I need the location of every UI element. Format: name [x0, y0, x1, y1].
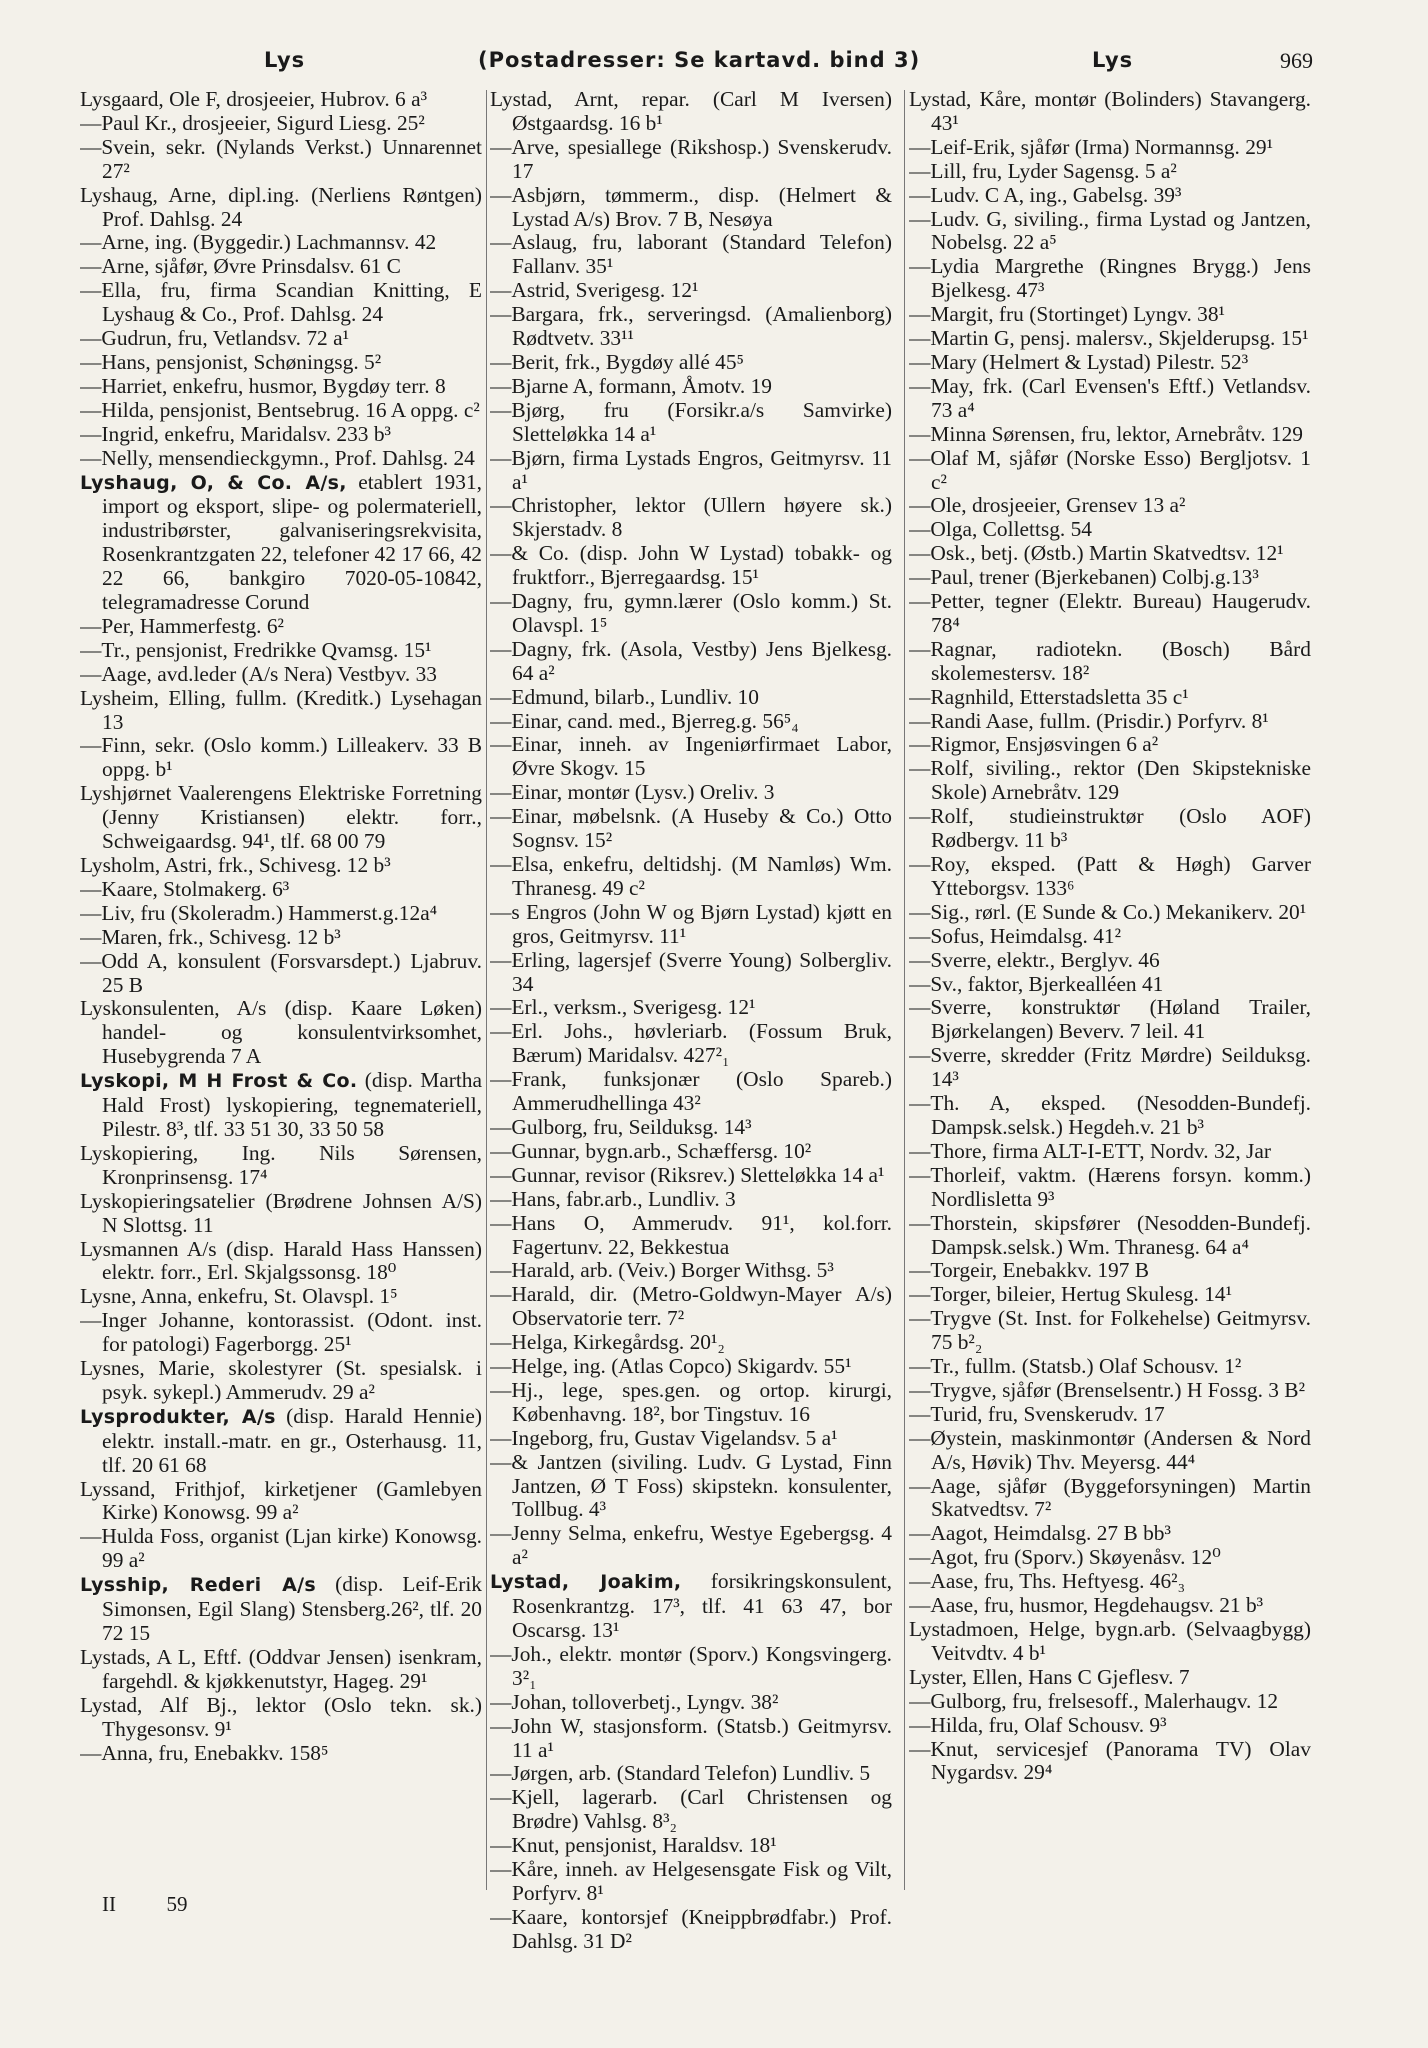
entry-text: —Kaare, Stolmakerg. 6³ [80, 876, 290, 901]
entry-text: —Ludv. G, siviling., firma Lystad og Jantzen, Nobelsg. 22 a⁵ [909, 206, 1311, 255]
entry-text: —Aase, fru, Ths. Heftyesg. 46²₃ [909, 1569, 1186, 1594]
entry-text: —Rigmor, Ensjøsvingen 6 a² [909, 732, 1159, 757]
directory-entry [909, 1690, 1311, 1714]
entry-text: —Astrid, Sverigesg. 12¹ [490, 278, 699, 303]
directory-entry [490, 1522, 892, 1570]
directory-entry [909, 88, 1311, 136]
entry-text: —Kaare, kontorsjef (Kneippbrødfabr.) Prof. Dahlsg. 31 D² [490, 1904, 892, 1953]
directory-entry [80, 327, 482, 351]
entry-text: Lystad, Alf Bj., lektor (Oslo tekn. sk.) Thygesonsv. 9¹ [80, 1692, 482, 1741]
directory-entry [490, 279, 892, 303]
directory-entry [80, 447, 482, 471]
directory-entry [909, 184, 1311, 208]
entry-text: —Osk., betj. (Østb.) Martin Skatvedtsv. 12¹ [909, 541, 1284, 566]
entry-text: —Svein, sekr. (Nylands Verkst.) Unnarennet 27² [80, 134, 482, 183]
directory-entry [490, 949, 892, 997]
entry-text: —Elsa, enkefru, deltidshj. (M Namløs) Wm. Thranesg. 49 c² [490, 852, 892, 900]
directory-entry [80, 399, 482, 423]
entry-text: Lyssand, Frithjof, kirketjener (Gamlebyen Kirke) Konowsg. 99 a² [80, 1476, 482, 1525]
directory-entry [490, 542, 892, 590]
entry-text: —Hans, fabr.arb., Lundliv. 3 [490, 1186, 736, 1211]
entry-text: —Joh., elektr. montør (Sporv.) Kongsvingerg. 3²₁ [490, 1641, 892, 1690]
entry-company-name: Lysship, Rederi A/s [80, 1574, 317, 1597]
footer-volume: II [102, 1892, 116, 1916]
directory-entry [490, 590, 892, 638]
entry-text: —Ella, fru, firma Scandian Knitting, E Lyshaug & Co., Prof. Dahlsg. 24 [80, 278, 482, 327]
entry-text: —Aage, avd.leder (A/s Nera) Vestbyv. 33 [80, 661, 437, 686]
entry-text: —Torgeir, Enebakkv. 197 B [909, 1258, 1150, 1283]
entry-text: —Sv., faktor, Bjerkealléen 41 [909, 971, 1164, 996]
directory-entry [490, 136, 892, 184]
directory-entry [80, 136, 482, 184]
directory-entry [909, 1618, 1311, 1666]
directory-entry [909, 1259, 1311, 1283]
directory-entry [80, 1142, 482, 1190]
directory-entry [490, 1643, 892, 1691]
directory-entry [80, 1525, 482, 1573]
directory-entry [490, 638, 892, 686]
directory-entry [80, 1285, 482, 1309]
directory-entry [80, 1238, 482, 1286]
directory-column-1 [80, 88, 482, 1988]
directory-entry [909, 1546, 1311, 1570]
directory-entry [490, 1355, 892, 1379]
entry-text: —Ragnhild, Etterstadsletta 35 c¹ [909, 684, 1189, 709]
directory-entry [490, 733, 892, 781]
entry-text: —Martin G, pensj. malersv., Skjelderupsg. 15¹ [909, 326, 1309, 351]
entry-text: —Trygve (St. Inst. for Folkehelse) Geitmyrsv. 75 b²₂ [909, 1306, 1311, 1355]
directory-entry [909, 160, 1311, 184]
directory-entry [490, 1140, 892, 1164]
entry-text: —Margit, fru (Stortinget) Lyngv. 38¹ [909, 302, 1225, 327]
entry-text: —Finn, sekr. (Oslo komm.) Lilleakerv. 33 B oppg. b¹ [80, 733, 482, 782]
page-header [78, 48, 1368, 88]
directory-entry [909, 1164, 1311, 1212]
directory-entry [909, 423, 1311, 447]
entry-text: —Mary (Helmert & Lystad) Pilestr. 52³ [909, 349, 1249, 374]
header-right-keyword: Lys [1092, 48, 1134, 72]
entry-text: —Aage, sjåfør (Byggeforsyningen) Martin Skatvedtsv. 7² [909, 1473, 1311, 1522]
directory-entry [80, 615, 482, 639]
directory-entry [80, 902, 482, 926]
entry-text: —John W, stasjonsform. (Statsb.) Geitmyrsv. 11 a¹ [490, 1713, 892, 1762]
directory-entry [909, 853, 1311, 901]
entry-text: —Knut, servicesjef (Panorama TV) Olav Nygardsv. 29⁴ [909, 1736, 1311, 1785]
entry-text: —Aase, fru, husmor, Hegdehaugsv. 21 b³ [909, 1593, 1264, 1618]
directory-entry [80, 854, 482, 878]
directory-entry [909, 1738, 1311, 1786]
entry-text: —Thorleif, vaktm. (Hærens forsyn. komm.) Nordlisletta 9³ [909, 1162, 1311, 1211]
directory-entry [909, 805, 1311, 853]
entry-text: —Jørgen, arb. (Standard Telefon) Lundliv. 5 [490, 1761, 871, 1786]
directory-entry [80, 231, 482, 255]
entry-text: —& Co. (disp. John W Lystad) tobakk- og fruktforr., Bjerregaardsg. 15¹ [490, 541, 892, 590]
entry-company-name: Lysprodukter, A/s [80, 1405, 276, 1428]
entry-text: —Thorstein, skipsfører (Nesodden-Bundefj. Dampsk.selsk.) Wm. Thranesg. 64 a⁴ [909, 1210, 1311, 1259]
directory-entry [909, 1427, 1311, 1475]
entry-text: Lysmannen A/s (disp. Harald Hass Hanssen) elektr. forr., Erl. Skjalgssonsg. 18⁰ [80, 1236, 482, 1285]
entry-text: —Dagny, fru, gymn.lærer (Oslo komm.) St. Olavspl. 1⁵ [490, 589, 892, 637]
directory-entry [80, 782, 482, 854]
entry-text: Lystad, Kåre, montør (Bolinders) Stavangerg. 43¹ [909, 88, 1311, 135]
entry-text: —Ludv. C A, ing., Gabelsg. 39³ [909, 182, 1182, 207]
entry-text: —Erl., verksm., Sverigesg. 12¹ [490, 995, 756, 1020]
entry-text: —Paul Kr., drosjeeier, Sigurd Liesg. 25² [80, 110, 425, 135]
entry-text: —Harald, dir. (Metro-Goldwyn-Mayer A/s) Observatorie terr. 7² [490, 1282, 892, 1331]
directory-entry [80, 184, 482, 232]
entry-text: forsikringskonsulent, Rosenkrantzg. 17³, tlf. 41 63 47, bor Oscarsg. 13¹ [512, 1569, 892, 1642]
directory-entry [490, 351, 892, 375]
header-center-note: (Postadresser: Se kartavd. bind 3) [478, 48, 921, 72]
entry-text: —Hj., lege, spes.gen. og ortop. kirurgi, Københavng. 18², bor Tingstuv. 16 [490, 1377, 892, 1426]
entry-text: —Øystein, maskinmontør (Andersen & Nord A/s, Høvik) Thv. Meyersg. 44⁴ [909, 1425, 1311, 1474]
directory-entry [490, 1068, 892, 1116]
entry-text: —Lydia Margrethe (Ringnes Brygg.) Jens Bjelkesg. 47³ [909, 254, 1311, 303]
directory-entry [490, 901, 892, 949]
page-footer [102, 1892, 188, 1917]
entry-text: —Erling, lagersjef (Sverre Young) Solbergliv. 34 [490, 947, 892, 996]
directory-entry [909, 1666, 1311, 1690]
entry-text: —Kjell, lagerarb. (Carl Christensen og Brødre) Vahlsg. 8³₂ [490, 1785, 892, 1834]
directory-entry [490, 686, 892, 710]
entry-text: —Gunnar, revisor (Riksrev.) Sletteløkka 14 a¹ [490, 1162, 885, 1187]
footer-number: 59 [166, 1892, 188, 1916]
entry-text: —Gulborg, fru, frelsesoff., Malerhaugv. 12 [909, 1688, 1279, 1713]
entry-text: —Liv, fru (Skoleradm.) Hammerst.g.12a⁴ [80, 900, 438, 925]
entry-text: —Roy, eksped. (Patt & Høgh) Garver Ytteborgsv. 133⁶ [909, 852, 1311, 900]
directory-entry [80, 279, 482, 327]
entry-text: —Sverre, skredder (Fritz Mørdre) Seilduksg. 14³ [909, 1043, 1311, 1092]
directory-entry [490, 1691, 892, 1715]
directory-column-2 [490, 88, 892, 1988]
directory-entry [909, 1714, 1311, 1738]
directory-entry [909, 1044, 1311, 1092]
directory-entry [490, 1715, 892, 1763]
entry-text: —Rolf, siviling., rektor (Den Skipstekniske Skole) Arnebråtv. 129 [909, 756, 1311, 805]
entry-text: —Per, Hammerfestg. 6² [80, 613, 284, 638]
column-divider [904, 90, 905, 1890]
directory-entry [909, 375, 1311, 423]
entry-text: —Harriet, enkefru, husmor, Bygdøy terr. 8 [80, 373, 446, 398]
entry-text: —Berit, frk., Bygdøy allé 45⁵ [490, 349, 745, 374]
entry-text: —Ole, drosjeeier, Grensev 13 a² [909, 493, 1186, 518]
entry-text: —Helga, Kirkegårdsg. 20¹₂ [490, 1330, 725, 1355]
entry-text: —Bjarne A, formann, Åmotv. 19 [490, 373, 772, 398]
directory-entry [490, 231, 892, 279]
directory-entry [80, 255, 482, 279]
directory-entry [909, 1475, 1311, 1523]
entry-text: —Harald, arb. (Veiv.) Borger Withsg. 5³ [490, 1258, 834, 1283]
directory-column-3 [909, 88, 1311, 1988]
directory-entry [80, 1069, 482, 1142]
entry-company-name: Lyshaug, O, & Co. A/s, [80, 471, 347, 494]
entry-text: —Gulborg, fru, Seilduksg. 14³ [490, 1114, 752, 1139]
directory-entry [909, 1212, 1311, 1260]
directory-entry [909, 208, 1311, 256]
entry-text: —Aagot, Heimdalsg. 27 B bb³ [909, 1521, 1171, 1546]
entry-text: etablert 1931, import og eksport, slipe- og polermateriell, industribørster, galvaniseringsrekvisita, Rosenkrantzgaten 22, telefoner 42 17 66, 42 22 66, bankgiro 7020-05-10842, telegramadresse Corund [102, 469, 482, 615]
entry-text: Lyskonsulenten, A/s (disp. Kaare Løken) handel- og konsulentvirksomhet, Husebygrenda 7 A [80, 996, 482, 1069]
entry-text: Lyskopieringsatelier (Brødrene Johnsen A/S) N Slottsg. 11 [80, 1188, 482, 1237]
directory-entry [909, 255, 1311, 303]
directory-entry [909, 351, 1311, 375]
entry-text: —Bjørn, firma Lystads Engros, Geitmyrsv. 11 a¹ [490, 445, 892, 494]
directory-entry [490, 1020, 892, 1068]
directory-entry [909, 136, 1311, 160]
directory-entry [490, 853, 892, 901]
directory-entry [490, 1331, 892, 1355]
entry-text: —Paul, trener (Bjerkebanen) Colbj.g.13³ [909, 565, 1259, 590]
directory-entry [80, 1357, 482, 1405]
directory-entry [909, 901, 1311, 925]
entry-text: —Nelly, mensendieckgymn., Prof. Dahlsg. 24 [80, 445, 475, 470]
entry-text: —Edmund, bilarb., Lundliv. 10 [490, 684, 759, 709]
directory-entry [909, 973, 1311, 997]
directory-entry [909, 303, 1311, 327]
entry-text: —Sig., rørl. (E Sunde & Co.) Mekanikerv. 20¹ [909, 899, 1307, 924]
directory-entry [490, 303, 892, 351]
entry-text: —Arne, sjåfør, Øvre Prinsdalsv. 61 C [80, 254, 401, 279]
directory-entry [80, 734, 482, 782]
entry-text: —Einar, montør (Lysv.) Oreliv. 3 [490, 780, 775, 805]
directory-entry [80, 950, 482, 998]
directory-entry [80, 1478, 482, 1526]
entry-text: —Hans, pensjonist, Schøningsg. 5² [80, 349, 382, 374]
directory-entry [490, 781, 892, 805]
directory-entry [80, 1742, 482, 1766]
directory-entry [909, 566, 1311, 590]
entry-text: —Christopher, lektor (Ullern høyere sk.) Skjerstadv. 8 [490, 493, 892, 542]
entry-text: —Arve, spesiallege (Rikshosp.) Svenskerudv. 17 [490, 134, 892, 183]
directory-entry [490, 399, 892, 447]
directory-entry [490, 1259, 892, 1283]
entry-text: —Sverre, konstruktør (Høland Trailer, Bjørkelangen) Beverv. 7 leil. 41 [909, 995, 1311, 1044]
entry-text: —Trygve, sjåfør (Brenselsentr.) H Fossg. 3 B² [909, 1377, 1305, 1402]
directory-entry [490, 805, 892, 853]
entry-text: —Gunnar, bygn.arb., Schæffersg. 10² [490, 1138, 812, 1163]
directory-entry [490, 88, 892, 136]
entry-text: Lyskopiering, Ing. Nils Sørensen, Kronprinsensg. 17⁴ [80, 1140, 482, 1189]
entry-text: —& Jantzen (siviling. Ludv. G Lystad, Finn Jantzen, Ø T Foss) skipstekn. konsulenter, Tollbug. 4³ [490, 1449, 892, 1522]
entry-text: —Odd A, konsulent (Forsvarsdept.) Ljabruv. 25 B [80, 948, 482, 997]
directory-entry [909, 1140, 1311, 1164]
entry-text: —Einar, cand. med., Bjerreg.g. 56⁵₄ [490, 708, 799, 733]
entry-text: —Ragnar, radiotekn. (Bosch) Bård skolemestersv. 18² [909, 636, 1311, 685]
directory-entry [80, 926, 482, 950]
entry-text: —Jenny Selma, enkefru, Westye Egebergsg. 4 a² [490, 1521, 892, 1570]
directory-entry [80, 997, 482, 1069]
entry-text: —Thore, firma ALT-I-ETT, Nordv. 32, Jar [909, 1138, 1271, 1163]
directory-entry [909, 327, 1311, 351]
entry-text: Lyster, Ellen, Hans C Gjeflesv. 7 [909, 1664, 1190, 1689]
directory-entry [909, 757, 1311, 805]
directory-entry [80, 471, 482, 615]
entry-text: Lystadmoen, Helge, bygn.arb. (Selvaagbygg) Veitvdtv. 4 b¹ [909, 1617, 1311, 1665]
entry-text: —Bjørg, fru (Forsikr.a/s Samvirke) Sletteløkka 14 a¹ [490, 397, 892, 446]
entry-text: Lystads, A L, Eftf. (Oddvar Jensen) isenkram, fargehdl. & kjøkkenutstyr, Hageg. 29¹ [80, 1644, 482, 1693]
directory-entry [909, 1307, 1311, 1355]
entry-text: —Aslaug, fru, laborant (Standard Telefon) Fallanv. 35¹ [490, 230, 892, 279]
directory-entry [490, 1427, 892, 1451]
directory-entry [490, 1212, 892, 1260]
directory-entry [80, 1646, 482, 1694]
directory-entry [80, 639, 482, 663]
entry-text: —Tr., pensjonist, Fredrikke Qvamsg. 15¹ [80, 637, 432, 662]
entry-text: —Frank, funksjonær (Oslo Spareb.) Ammerudhellinga 43² [490, 1067, 892, 1116]
entry-text: —Leif-Erik, sjåfør (Irma) Normannsg. 29¹ [909, 134, 1273, 159]
directory-entry [909, 518, 1311, 542]
entry-text: Lystad, Arnt, repar. (Carl M Iversen) Østgaardsg. 16 b¹ [490, 88, 892, 135]
directory-entry [80, 878, 482, 902]
directory-entry [909, 686, 1311, 710]
directory-entry [490, 1906, 892, 1954]
entry-text: —Petter, tegner (Elektr. Bureau) Haugerudv. 78⁴ [909, 589, 1311, 637]
entry-text: Lysholm, Astri, frk., Schivesg. 12 b³ [80, 853, 391, 877]
entry-text: —Sverre, elektr., Berglyv. 46 [909, 947, 1160, 972]
entry-text: —May, frk. (Carl Evensen's Eftf.) Vetlandsv. 73 a⁴ [909, 373, 1311, 422]
entry-text: (disp. Harald Hennie) elektr. install.-matr. en gr., Osterhausg. 11, tlf. 20 61 68 [102, 1403, 482, 1477]
entry-text: —Bargara, frk., serveringsd. (Amalienborg) Rødtvetv. 33¹¹ [490, 302, 892, 351]
entry-text: —Einar, inneh. av Ingeniørfirmaet Labor, Øvre Skogv. 15 [490, 732, 892, 781]
directory-entry [909, 1092, 1311, 1140]
entry-text: —Randi Aase, fullm. (Prisdir.) Porfyrv. 8¹ [909, 708, 1269, 733]
directory-entry [80, 1573, 482, 1646]
entry-text: —Tr., fullm. (Statsb.) Olaf Schousv. 1² [909, 1354, 1242, 1379]
directory-entry [80, 88, 482, 112]
directory-entry [490, 1570, 892, 1643]
directory-entry [490, 1786, 892, 1834]
entry-text: —Olga, Collettsg. 54 [909, 517, 1093, 542]
entry-text: —Olaf M, sjåfør (Norske Esso) Bergljotsv. 1 c² [909, 445, 1311, 494]
entry-text: —Hilda, fru, Olaf Schousv. 9³ [909, 1712, 1167, 1737]
entry-text: —Torger, bileier, Hertug Skulesg. 14¹ [909, 1282, 1233, 1307]
entry-text: (disp. Martha Hald Frost) lyskopiering, tegnemateriell, Pilestr. 8³, tlf. 33 51 30, 33 50 58 [102, 1068, 482, 1141]
entry-company-name: Lyskopi, M H Frost & Co. [80, 1070, 358, 1093]
directory-entry [80, 375, 482, 399]
header-left-keyword: Lys [264, 48, 306, 72]
entry-company-name: Lystad, Joakim, [490, 1571, 682, 1594]
directory-entry [909, 1594, 1311, 1618]
entry-text: —Anna, fru, Enebakkv. 158⁵ [80, 1740, 329, 1765]
entry-text: —Hulda Foss, organist (Ljan kirke) Konowsg. 99 a² [80, 1524, 482, 1573]
entry-text: —Knut, pensjonist, Haraldsv. 18¹ [490, 1833, 777, 1858]
directory-entry [909, 590, 1311, 638]
directory-entry [80, 663, 482, 687]
entry-text: —Sofus, Heimdalsg. 41² [909, 923, 1121, 948]
entry-text: —Th. A, eksped. (Nesodden-Bundefj. Dampsk.selsk.) Hegdeh.v. 21 b³ [909, 1091, 1311, 1139]
entry-text: (disp. Leif-Erik Simonsen, Egil Slang) Stensberg.26², tlf. 20 72 15 [102, 1572, 482, 1645]
directory-entry [490, 447, 892, 495]
directory-entry [490, 494, 892, 542]
entry-text: —s Engros (John W og Bjørn Lystad) kjøtt en gros, Geitmyrsv. 11¹ [490, 899, 892, 948]
directory-entry [909, 710, 1311, 734]
entry-text: —Hans O, Ammerudv. 91¹, kol.forr. Fagertunv. 22, Bekkestua [490, 1210, 892, 1259]
directory-entry [490, 375, 892, 399]
directory-entry [909, 1522, 1311, 1546]
directory-entry [80, 1405, 482, 1478]
entry-text: —Asbjørn, tømmerm., disp. (Helmert & Lystad A/s) Brov. 7 B, Nesøya [490, 182, 892, 231]
directory-entry [909, 1403, 1311, 1427]
entry-text: Lysnes, Marie, skolestyrer (St. spesialsk. i psyk. sykepl.) Ammerudv. 29 a² [80, 1356, 482, 1404]
column-divider [486, 90, 487, 1890]
entry-text: —Agot, fru (Sporv.) Skøyenåsv. 12⁰ [909, 1545, 1221, 1570]
entry-text: —Minna Sørensen, fru, lektor, Arnebråtv. 129 [909, 421, 1303, 446]
directory-entry [490, 1858, 892, 1906]
directory-entry [909, 925, 1311, 949]
entry-text: —Inger Johanne, kontorassist. (Odont. inst. for patologi) Fagerborgg. 25¹ [80, 1308, 482, 1357]
entry-text: Lysheim, Elling, fullm. (Kreditk.) Lysehagan 13 [80, 685, 482, 734]
entry-text: —Dagny, frk. (Asola, Vestby) Jens Bjelkesg. 64 a² [490, 636, 892, 685]
directory-entry [909, 542, 1311, 566]
directory-entry [909, 996, 1311, 1044]
directory-entry [909, 949, 1311, 973]
entry-text: —Kåre, inneh. av Helgesensgate Fisk og Vilt, Porfyrv. 8¹ [490, 1857, 892, 1905]
directory-entry [490, 1116, 892, 1140]
directory-entry [490, 1834, 892, 1858]
entry-text: —Hilda, pensjonist, Bentsebrug. 16 A oppg. c² [80, 397, 480, 422]
directory-entry [490, 1379, 892, 1427]
entry-text: Lysgaard, Ole F, drosjeeier, Hubrov. 6 a³ [80, 88, 427, 111]
directory-entry [909, 733, 1311, 757]
directory-entry [490, 1451, 892, 1523]
directory-entry [909, 447, 1311, 495]
entry-text: —Helge, ing. (Atlas Copco) Skigardv. 55¹ [490, 1354, 852, 1379]
directory-entry [909, 638, 1311, 686]
entry-text: —Maren, frk., Schivesg. 12 b³ [80, 924, 341, 949]
directory-entry [490, 1188, 892, 1212]
entry-text: —Lill, fru, Lyder Sagensg. 5 a² [909, 158, 1177, 183]
directory-entry [80, 1309, 482, 1357]
page-number: 969 [1280, 48, 1313, 73]
directory-entry [490, 1762, 892, 1786]
directory-entry [490, 996, 892, 1020]
entry-text: —Gudrun, fru, Vetlandsv. 72 a¹ [80, 326, 349, 351]
entry-text: —Arne, ing. (Byggedir.) Lachmannsv. 42 [80, 230, 437, 255]
entry-text: —Johan, tolloverbetj., Lyngv. 38² [490, 1689, 779, 1714]
directory-entry [490, 710, 892, 734]
directory-entry [490, 184, 892, 232]
directory-entry [80, 687, 482, 735]
directory-entry [490, 1164, 892, 1188]
entry-text: Lyshaug, Arne, dipl.ing. (Nerliens Røntgen) Prof. Dahlsg. 24 [80, 182, 482, 231]
entry-text: —Ingeborg, fru, Gustav Vigelandsv. 5 a¹ [490, 1425, 838, 1450]
directory-entry [80, 1190, 482, 1238]
entry-text: —Ingrid, enkefru, Maridalsv. 233 b³ [80, 421, 391, 446]
directory-entry [909, 1283, 1311, 1307]
directory-entry [909, 494, 1311, 518]
directory-entry [909, 1570, 1311, 1594]
directory-entry [909, 1355, 1311, 1379]
entry-text: —Einar, møbelsnk. (A Huseby & Co.) Otto Sognsv. 15² [490, 804, 892, 853]
directory-entry [490, 1283, 892, 1331]
directory-entry [80, 423, 482, 447]
entry-text: Lysne, Anna, enkefru, St. Olavspl. 1⁵ [80, 1284, 398, 1309]
entry-text: —Turid, fru, Svenskerudv. 17 [909, 1401, 1165, 1426]
directory-entry [80, 1694, 482, 1742]
entry-text: —Rolf, studieinstruktør (Oslo AOF) Rødbergv. 11 b³ [909, 804, 1311, 853]
directory-entry [80, 351, 482, 375]
entry-text: —Erl. Johs., høvleriarb. (Fossum Bruk, Bærum) Maridalsv. 427²₁ [490, 1019, 892, 1068]
directory-entry [909, 1379, 1311, 1403]
directory-entry [80, 112, 482, 136]
entry-text: Lyshjørnet Vaalerengens Elektriske Forretning (Jenny Kristiansen) elektr. forr., Schweigaardsg. 94¹, tlf. 68 00 79 [80, 781, 482, 854]
